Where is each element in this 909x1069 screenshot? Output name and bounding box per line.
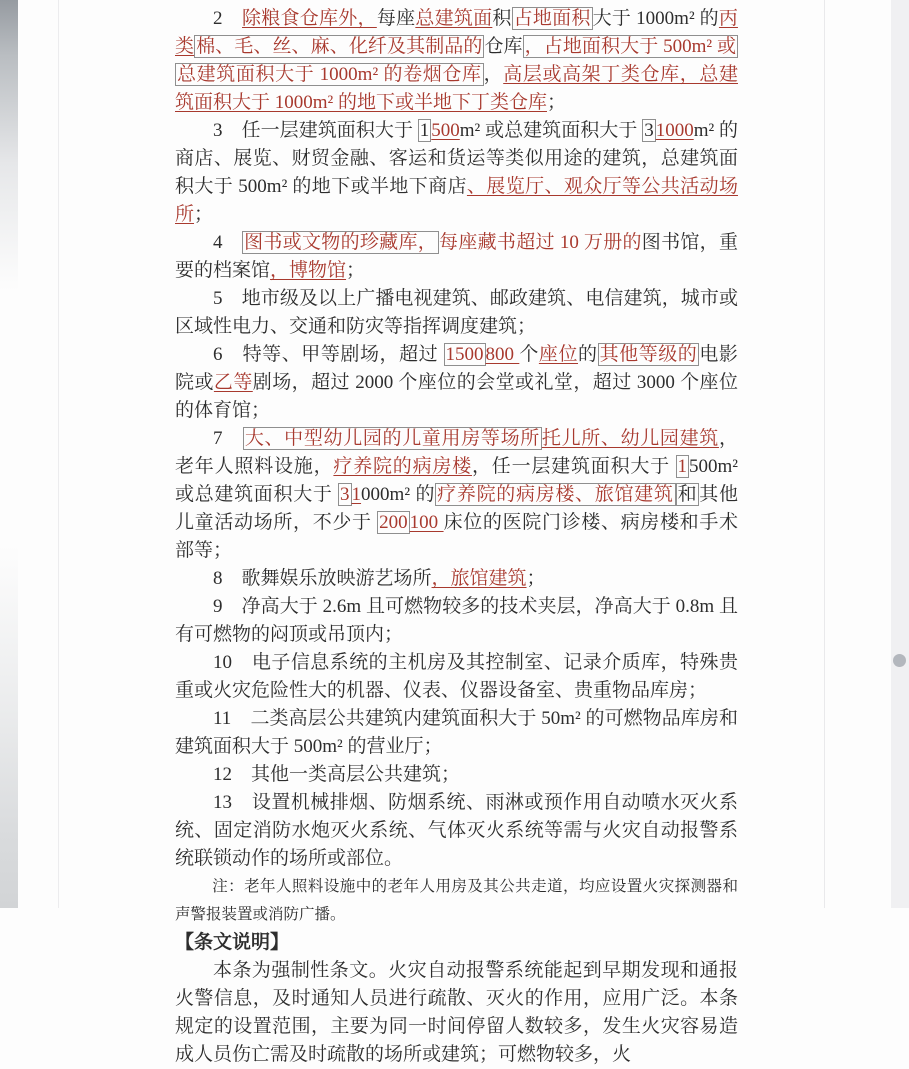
revision-box-red-run: 棉、毛、丝、麻、化纤及其制品的 bbox=[196, 36, 483, 57]
text-run: 000m² 的 bbox=[361, 484, 436, 505]
text-run: 任一层建筑面积大于 bbox=[241, 120, 418, 141]
revision-box-black-run: 1 bbox=[419, 120, 430, 141]
text-run: 8 bbox=[213, 568, 242, 589]
text-run: 9 bbox=[213, 596, 242, 617]
text-run: 其他一类高层公共建筑； bbox=[251, 764, 461, 785]
paragraph-item-7 bbox=[175, 425, 743, 565]
text-run: 7 bbox=[213, 428, 243, 449]
text-run: 每座 bbox=[376, 8, 416, 29]
text-run: 2 bbox=[213, 8, 243, 29]
text-run: 6 bbox=[213, 344, 243, 365]
revision-insert-run: 座位 bbox=[538, 344, 579, 365]
text-run: ； bbox=[194, 204, 214, 225]
revision-box-black-run: 和 bbox=[677, 484, 698, 505]
text-run: 电影院或 bbox=[175, 344, 738, 393]
text-run: 其他儿童活动场所，不少于 bbox=[175, 484, 738, 533]
text-run: 歌舞娱乐放映游艺场所 bbox=[241, 568, 432, 589]
revision-insert-run: 800 bbox=[485, 344, 520, 365]
paragraph-item-13 bbox=[175, 789, 738, 873]
text-run: 大于 1000m² 的 bbox=[592, 8, 719, 29]
scrollbar-thumb[interactable] bbox=[893, 654, 906, 667]
revision-box-red-run: 占地面积 bbox=[513, 8, 591, 29]
text-run: 注：老年人照料设施中的老年人用房及其公共走道，均应设置火灾探测器和声警报装置或消防广播。 bbox=[175, 878, 738, 923]
scrollbar-track[interactable] bbox=[891, 0, 909, 908]
revision-box-red-run: 大、中型幼儿园的儿童用房等场所 bbox=[244, 428, 540, 449]
revision-insert-run: 乙等 bbox=[213, 372, 253, 393]
text-run: 4 bbox=[213, 232, 243, 253]
text-run: 二类高层公共建筑内建筑面积大于 50m² 的可燃物品库房和建筑面积大于 500m² 的营业厅； bbox=[175, 708, 739, 757]
revision-insert-run: 除粮食仓库外， bbox=[242, 8, 377, 29]
paragraph-item-11 bbox=[175, 705, 738, 761]
document-content bbox=[175, 5, 743, 1069]
paragraph-note bbox=[175, 873, 738, 929]
text-run: 床位的医院门诊楼、病房楼和手术部等； bbox=[175, 512, 738, 561]
paragraph-item-4 bbox=[175, 229, 738, 285]
revision-box-red-run: 1500 bbox=[445, 344, 484, 365]
paragraph-item-12 bbox=[175, 761, 738, 789]
revision-insert-run: 1 bbox=[351, 484, 362, 505]
text-run: 11 bbox=[213, 708, 251, 729]
revision-box-red-run: 图书或文物的珍藏库， bbox=[244, 232, 438, 253]
text-run: 设置机械排烟、防烟系统、雨淋或预作用自动喷水灭火系统、固定消防水炮灭火系统、气体灭火系统等需与火灾自动报警系统联锁动作的场所或部位。 bbox=[175, 792, 738, 869]
revision-insert-run: 疗养院的病房楼 bbox=[333, 456, 472, 477]
revision-insert-run: ，博物馆 bbox=[270, 260, 347, 281]
paragraph-item-10 bbox=[175, 649, 738, 705]
text-run: 本条为强制性条文。火灾自动报警系统能起到早期发现和通报火警信息，及时通知人员进行疏散、灭火的作用，应用广泛。本条规定的设置范围，主要为同一时间停留人数较多，发生火灾容易造成人员伤亡需及时疏散的场所或建筑；可燃物较多，火 bbox=[175, 960, 738, 1065]
text-run: 3 bbox=[213, 120, 242, 141]
revision-insert-run: 500 bbox=[431, 120, 460, 141]
page-right-crease bbox=[824, 0, 825, 908]
text-run: 特等、甲等剧场，超过 bbox=[242, 344, 444, 365]
text-run: 10 bbox=[213, 652, 252, 673]
revision-box-black-run: 3 bbox=[644, 120, 654, 141]
revision-box-red-run: 1 bbox=[677, 456, 688, 477]
text-run: 地市级及以上广播电视建筑、邮政建筑、电信建筑，城市或区域性电力、交通和防灾等指挥调度建筑； bbox=[175, 288, 738, 337]
revision-insert-run: 、展览厅、观众厅等公共活动场所 bbox=[175, 176, 738, 225]
text-run: ； bbox=[346, 260, 366, 281]
text-run: 500m² 或总建筑面积大于 bbox=[175, 456, 743, 505]
text-run: 个 bbox=[519, 344, 539, 365]
paragraph-item-2 bbox=[175, 5, 738, 117]
paragraph-item-9 bbox=[175, 593, 738, 649]
text-run: 仓库 bbox=[484, 36, 523, 57]
paragraph-item-8 bbox=[175, 565, 738, 593]
revision-box-red-run: 200 bbox=[379, 512, 408, 533]
text-run: 积 bbox=[492, 8, 512, 29]
page-left-crease bbox=[58, 0, 59, 908]
text-run: 电子信息系统的主机房及其控制室、记录介质库，特殊贵重或火灾危险性大的机器、仪表、仪器设备室、贵重物品库房； bbox=[175, 652, 738, 701]
text-run: 剧场，超过 2000 个座位的会堂或礼堂，超过 3000 个座位的体育馆； bbox=[175, 372, 738, 421]
revision-box-red-run: 疗养院的病房楼、旅馆建筑 bbox=[437, 484, 674, 505]
paragraph-item-3 bbox=[175, 117, 738, 229]
revision-box-red-run: ，占地面积大于 500m² 或总建筑面积大于 1000m² 的卷烟仓库 bbox=[177, 36, 736, 85]
revision-insert-run: 1000 bbox=[655, 120, 694, 141]
revision-red-run: 每座藏书超过 10 万册的 bbox=[439, 232, 642, 253]
paragraph-explanation-paragraph bbox=[175, 957, 738, 1069]
text-run: m² 的商店、展览、财贸金融、客运和货运等类似用途的建筑，总建筑面积大于 500m² 的地下或半地下商店 bbox=[175, 120, 738, 197]
text-run: 净高大于 2.6m 且可燃物较多的技术夹层，净高大于 0.8m 且有可燃物的闷顶或吊顶内； bbox=[175, 596, 738, 645]
text-run: 【条文说明】 bbox=[175, 932, 290, 953]
revision-insert-run: 高层或高架丁类仓库，总建筑面积大于 1000m² 的地下或半地下丁类仓库 bbox=[175, 64, 738, 113]
paragraph-item-5 bbox=[175, 285, 738, 341]
text-run: 13 bbox=[213, 792, 252, 813]
revision-insert-run: 托儿所、幼儿园建筑 bbox=[541, 428, 719, 449]
text-run: 5 bbox=[213, 288, 242, 309]
text-run: 12 bbox=[213, 764, 252, 785]
revision-insert-run: ，旅馆建筑 bbox=[431, 568, 527, 589]
paragraph-clause-explanation-heading bbox=[175, 929, 738, 957]
paragraph-item-6 bbox=[175, 341, 738, 425]
revision-insert-run: 丙类 bbox=[175, 8, 738, 57]
text-run: ； bbox=[546, 92, 566, 113]
text-run: 图书馆，重要的档案馆 bbox=[175, 232, 738, 281]
revision-insert-run: 100 bbox=[409, 512, 444, 533]
revision-insert-run: 总建筑面 bbox=[415, 8, 493, 29]
text-run: ； bbox=[526, 568, 546, 589]
revision-box-red-run: 3 bbox=[340, 484, 350, 505]
text-run: ，任一层建筑面积大于 bbox=[471, 456, 676, 477]
text-run: 的 bbox=[578, 344, 598, 365]
text-run: ， bbox=[483, 64, 504, 85]
revision-box-red-run: 其他等级的 bbox=[599, 344, 698, 365]
text-run: ，老年人照料设施， bbox=[175, 428, 738, 477]
page-left-edge-shadow bbox=[0, 0, 18, 908]
text-run: m² 或总建筑面积大于 bbox=[459, 120, 643, 141]
